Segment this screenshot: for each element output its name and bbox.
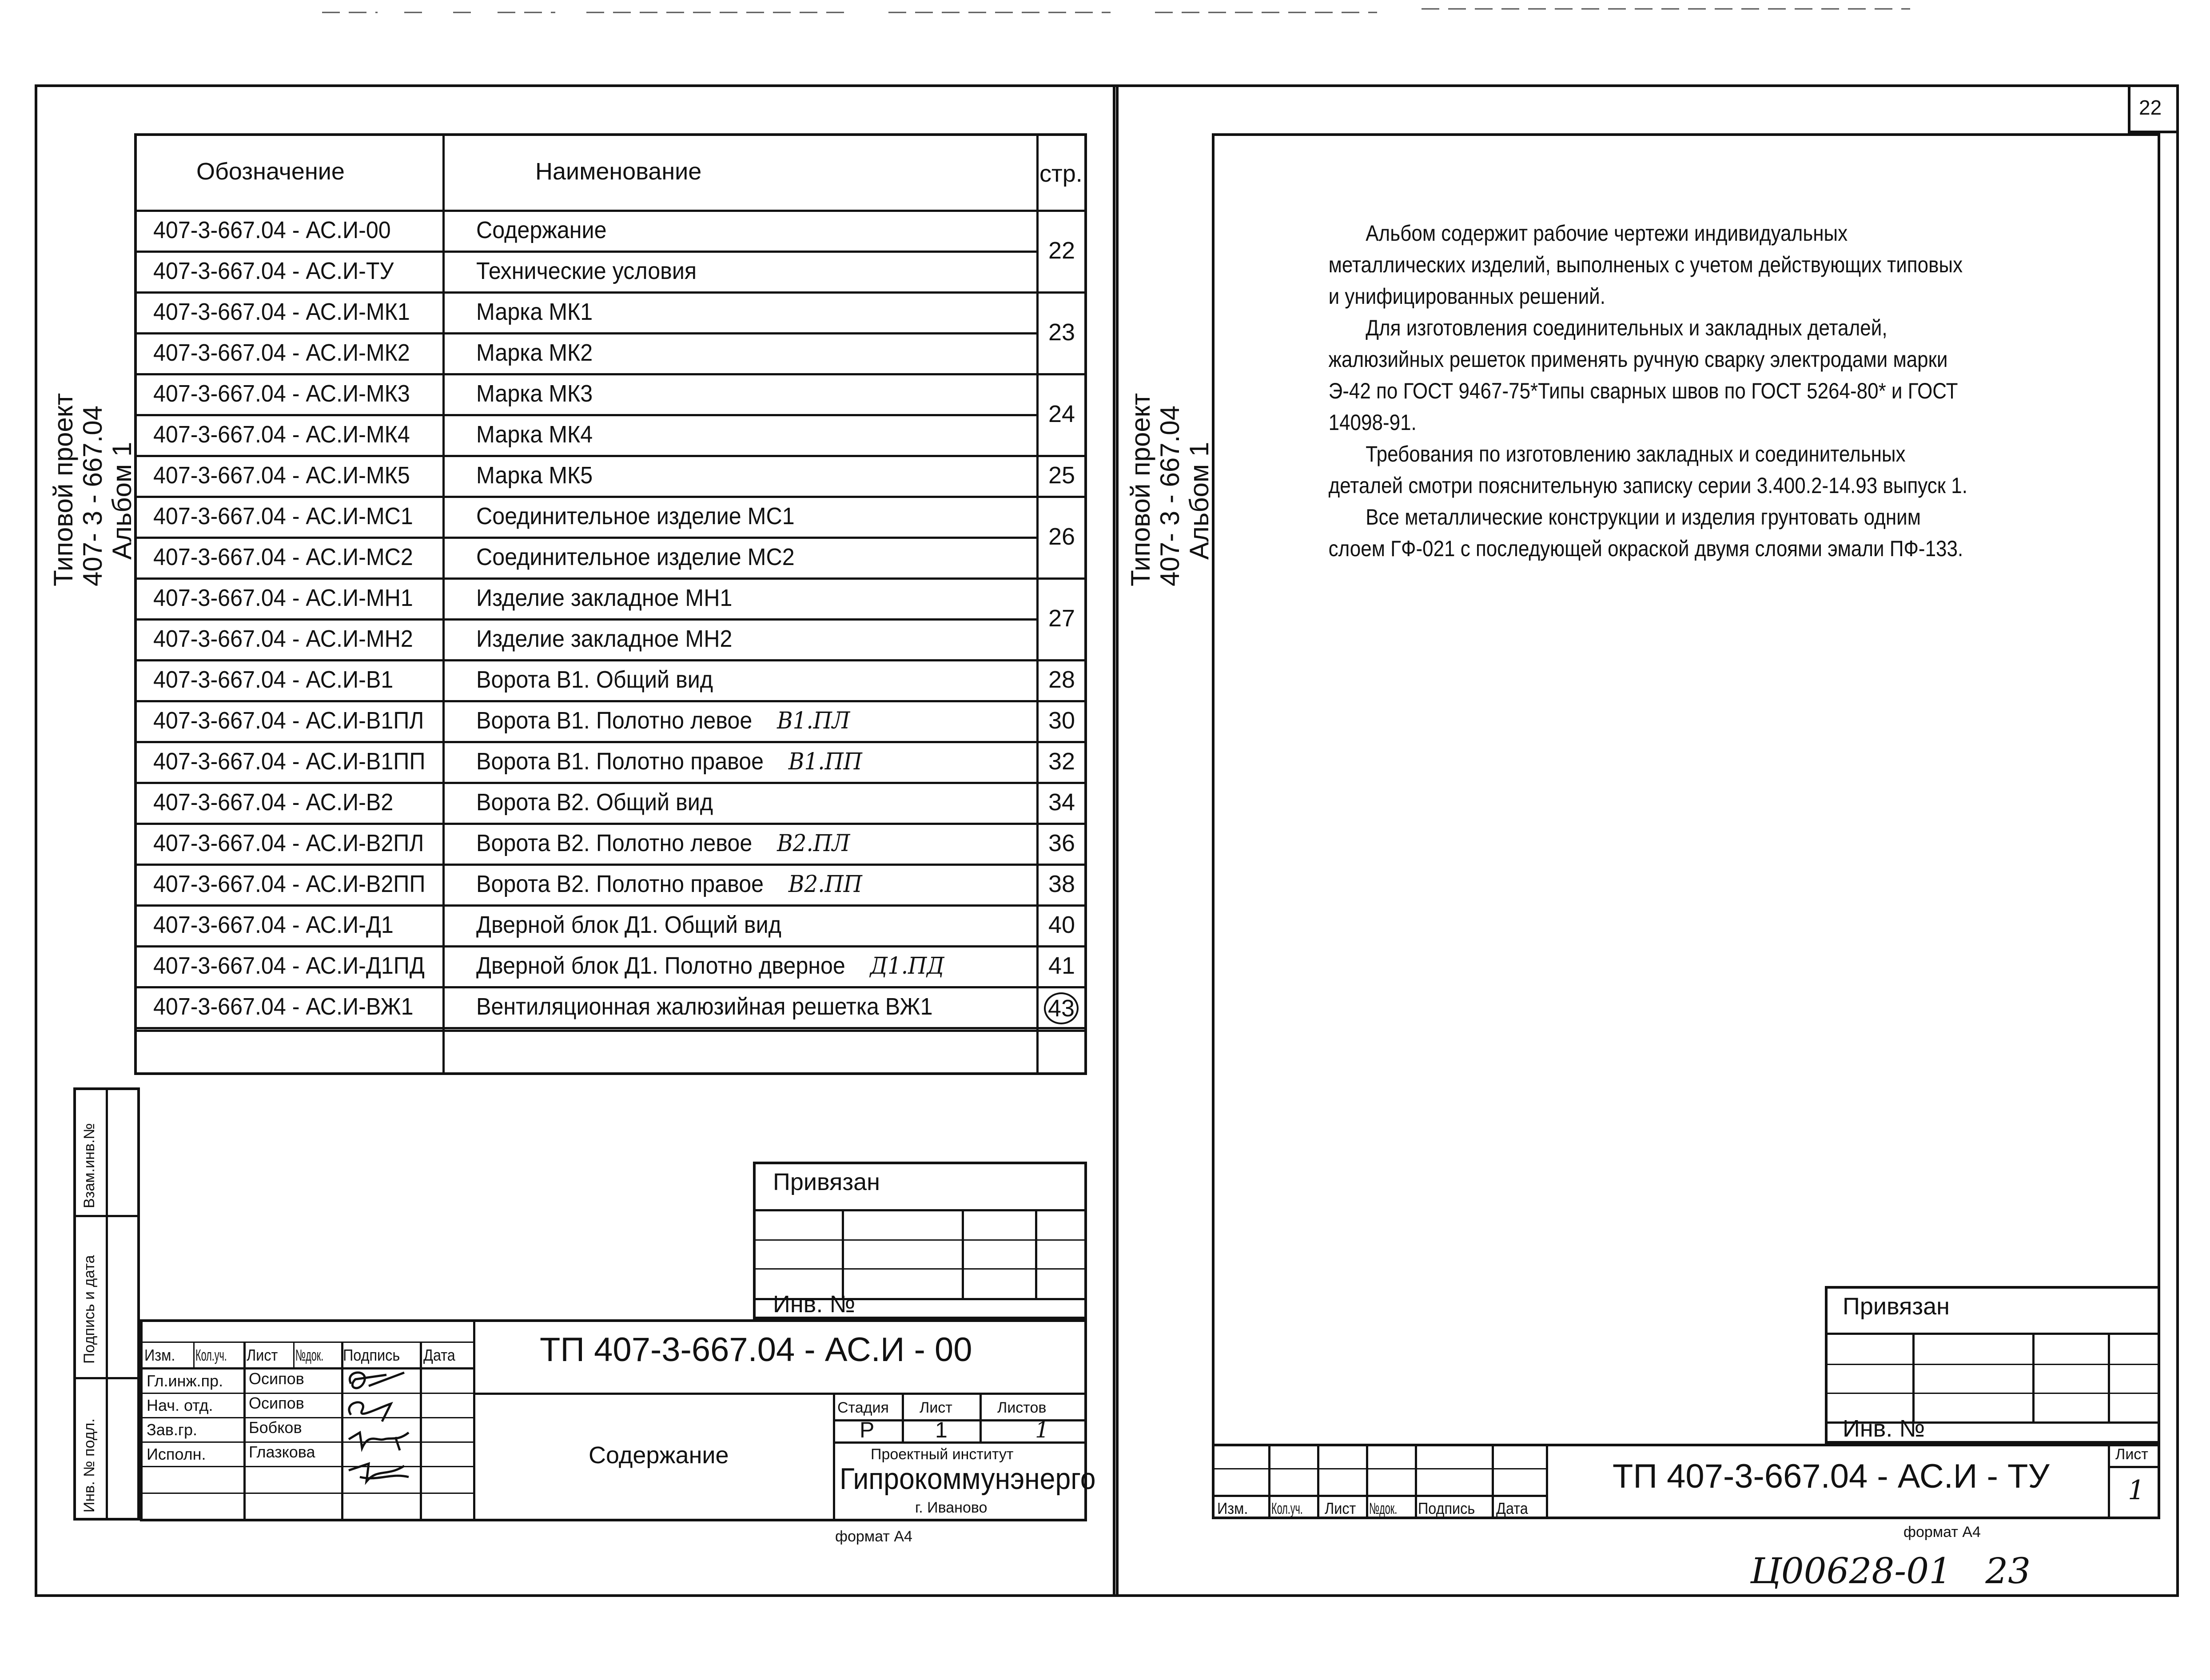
page-number-cell: 40 [1048, 912, 1075, 938]
binding-title: Привязан [1843, 1293, 1950, 1320]
margin-label-inv: Инв. № подл. [81, 1418, 98, 1513]
table-row-code: 407-3-667.04 - АС.И-ВЖ1 [153, 993, 414, 1020]
row-divider [134, 864, 1036, 866]
side-label-line: 407- 3 - 667.04 [1155, 406, 1185, 586]
row-divider [134, 1027, 1036, 1029]
stamp-header-cell: Кол.уч. [195, 1346, 227, 1364]
stamp-person: Глазкова [249, 1443, 315, 1461]
side-label-line: Типовой проект [1126, 393, 1155, 586]
page-cell-divider [1036, 496, 1087, 498]
stamp-grid [140, 1367, 473, 1369]
row-divider [134, 782, 1036, 784]
stamp-sheet-label: Лист [920, 1399, 952, 1416]
stamp-grid [140, 1342, 473, 1343]
notes-line: Для изготовления соединительных и закладных деталей, [1366, 315, 1887, 340]
page-cell-divider [1036, 782, 1087, 784]
binding-divider [1035, 1209, 1037, 1298]
stamp-grid [140, 1417, 473, 1418]
table-row-name: Дверной блок Д1. Общий вид [476, 912, 781, 938]
table-row-name: Соединительное изделие МС1 [476, 503, 795, 529]
margin-strip-divider [73, 1215, 140, 1217]
stamp-person: Осипов [249, 1394, 304, 1412]
table-row-code: 407-3-667.04 - АС.И-00 [153, 217, 391, 243]
row-divider [134, 945, 1036, 947]
side-label-line: Альбом 1 [1184, 442, 1214, 560]
scan-artifacts [311, 0, 1955, 18]
notes-line: слоем ГФ-021 с последующей окраской двумя слоями эмали ПФ-133. [1328, 536, 1963, 561]
binding-divider [1912, 1333, 1915, 1421]
left-side-label [49, 393, 137, 586]
row-divider [134, 291, 1036, 294]
stamp-divider [1546, 1444, 1548, 1519]
notes-line: жалюзийных решеток применять ручную сварку электродами марки [1328, 347, 1948, 372]
stamp-grid [1366, 1444, 1368, 1519]
row-divider [134, 904, 1036, 907]
table-row-code: 407-3-667.04 - АС.И-МК1 [153, 299, 410, 325]
page-number-cell: 23 [1048, 319, 1075, 346]
page-number-cell: 34 [1048, 789, 1075, 816]
stamp-sheet: 1 [935, 1417, 948, 1442]
notes-line: Все металлические конструкции и изделия грунтовать одним [1366, 505, 1921, 529]
col-divider [442, 133, 445, 1075]
header-page: стр. [1039, 160, 1083, 187]
page-cell-divider [1036, 291, 1087, 294]
stamp-divider [2108, 1444, 2110, 1519]
stamp-divider [902, 1393, 904, 1441]
format-label: формат А4 [835, 1528, 912, 1545]
handwritten-mark: В1.ПП [788, 748, 862, 775]
stamp-stage: Р [860, 1417, 875, 1442]
table-row-name: Ворота В2. Полотно правое В2.ПП [476, 871, 862, 898]
stamp-grid [1415, 1444, 1417, 1519]
page-cell-divider [1036, 904, 1087, 907]
margin-label-vzam: Взам.инв.№ [81, 1123, 98, 1208]
stamp-divider [833, 1393, 835, 1521]
table-row-code: 407-3-667.04 - АС.И-МС2 [153, 544, 413, 570]
row-divider [134, 700, 1036, 702]
table-row-name: Изделие закладное МН1 [476, 585, 733, 611]
notes-line: металлических изделий, выполненых с учетом действующих типовых [1328, 252, 1963, 277]
right-side-label [1126, 393, 1214, 586]
row-divider [134, 1030, 1087, 1032]
side-label-line: Типовой проект [48, 393, 78, 586]
page-cell-divider [1036, 741, 1087, 743]
stamp-sheet: 1 [2128, 1475, 2145, 1506]
table-row-name: Марка МК3 [476, 380, 593, 407]
table-row-name: Марка МК1 [476, 299, 593, 325]
org-name: Гипрокоммунэнерго [840, 1462, 1096, 1496]
page-cell-divider [1036, 577, 1087, 580]
stamp-header-cell: Подпись [1418, 1499, 1475, 1517]
stamp-role: Зав.гр. [147, 1421, 198, 1439]
page-number: 22 [2139, 96, 2162, 119]
notes-line: 14098-91. [1328, 410, 1417, 435]
handwritten-mark: В2.ПЛ [777, 830, 850, 857]
format-label: формат А4 [1903, 1524, 1981, 1541]
table-row-name: Марка МК2 [476, 339, 593, 366]
stamp-grid [243, 1342, 246, 1521]
stamp-title: Содержание [589, 1442, 729, 1469]
table-row-code: 407-3-667.04 - АС.И-МК3 [153, 380, 410, 407]
table-row-code: 407-3-667.04 - АС.И-ТУ [153, 258, 394, 284]
page-number-cell: 27 [1048, 605, 1075, 632]
stamp-role: Гл.инж.пр. [147, 1372, 223, 1390]
stamp-grid [1212, 1468, 1546, 1469]
stamp-role: Нач. отд. [147, 1396, 213, 1414]
org-city: г. Иваново [915, 1499, 988, 1516]
notes-text [1330, 218, 1967, 565]
binding-inv: Инв. № [1843, 1415, 1925, 1442]
table-row-name: Дверной блок Д1. Полотно дверное Д1.ПД [476, 952, 944, 979]
binding-divider [842, 1209, 844, 1298]
table-row-code: 407-3-667.04 - АС.И-МС1 [153, 503, 413, 529]
stamp-person: Бобков [249, 1418, 302, 1437]
stamp-grid [293, 1342, 295, 1367]
notes-line: Э-42 по ГОСТ 9467-75*Типы сварных швов по ГОСТ 5264-80* и ГОСТ [1328, 378, 1958, 403]
row-divider [134, 332, 1036, 334]
signature-images [342, 1366, 422, 1495]
stamp-role: Исполн. [147, 1445, 206, 1463]
binding-divider [2032, 1333, 2035, 1421]
stamp-grid [1317, 1444, 1319, 1519]
row-divider [134, 414, 1036, 416]
binding-divider [2108, 1333, 2110, 1421]
page-cell-divider [1036, 659, 1087, 661]
row-divider [134, 373, 1036, 375]
stamp-header-cell: Лист [1325, 1499, 1356, 1517]
table-row-code: 407-3-667.04 - АС.И-В1 [153, 666, 394, 693]
page-cell-divider [1036, 455, 1087, 457]
stamp-grid [1212, 1495, 1546, 1497]
table-row-code: 407-3-667.04 - АС.И-МН2 [153, 625, 413, 652]
table-row-name: Марка МК4 [476, 421, 593, 448]
table-row-name: Изделие закладное МН2 [476, 625, 733, 652]
row-divider [134, 251, 1036, 253]
notes-line: и унифицированных решений. [1328, 284, 1605, 309]
table-row-name: Ворота В1. Полотно правое В1.ПП [476, 748, 862, 775]
page-number-cell: 32 [1048, 748, 1075, 775]
row-divider [134, 618, 1036, 621]
margin-strip-divider [106, 1087, 108, 1521]
table-row-code: 407-3-667.04 - АС.И-МК4 [153, 421, 410, 448]
stamp-person: Осипов [249, 1369, 304, 1388]
page-number-cell: 28 [1048, 666, 1075, 693]
table-row-code: 407-3-667.04 - АС.И-В2ПП [153, 871, 426, 897]
page-number-cell: 22 [1048, 237, 1075, 264]
binding-title: Привязан [773, 1169, 880, 1195]
table-row-code: 407-3-667.04 - АС.И-МК5 [153, 462, 410, 489]
handwritten-note: Ц00628-01 23 [1750, 1550, 2031, 1592]
table-row-code: 407-3-667.04 - АС.И-В1ПЛ [153, 707, 424, 734]
org-line1: Проектный институт [871, 1446, 1014, 1463]
page-cell-divider [1036, 864, 1087, 866]
handwritten-mark: В2.ПП [788, 871, 862, 898]
header-divider [134, 210, 1087, 212]
binding-inv: Инв. № [773, 1291, 856, 1318]
stamp-header-cell: Кол.уч. [1271, 1499, 1303, 1517]
stamp-header-cell: Изм. [144, 1346, 175, 1364]
notes-line: Альбом содержит рабочие чертежи индивидуальных [1366, 221, 1848, 246]
table-row-code: 407-3-667.04 - АС.И-МК2 [153, 339, 410, 366]
stamp-sheet-label: Лист [2115, 1446, 2148, 1463]
notes-line: Требования по изготовлению закладных и соединительных [1366, 442, 1906, 466]
row-divider [134, 496, 1036, 498]
page-cell-divider [1036, 823, 1087, 825]
table-row-name: Содержание [476, 217, 607, 243]
stamp-divider [2108, 1466, 2160, 1468]
table-row-name: Ворота В1. Полотно левое В1.ПЛ [476, 707, 850, 734]
row-divider [134, 537, 1036, 539]
header-code: Обозначение [196, 158, 345, 185]
binding-divider [962, 1209, 964, 1298]
row-divider [134, 577, 1036, 580]
row-divider [134, 823, 1036, 825]
page-number-cell: 36 [1048, 830, 1075, 856]
page-number-cell: 41 [1048, 952, 1075, 979]
notes-line: деталей смотри пояснительную записку серии 3.400.2-14.93 выпуск 1. [1328, 473, 1967, 498]
stamp-grid [140, 1466, 473, 1467]
stamp-grid [1268, 1444, 1270, 1519]
page-cell-divider [1036, 373, 1087, 375]
page-number-cell: 25 [1048, 462, 1075, 489]
stamp-header-cell: Подпись [343, 1346, 400, 1364]
stamp-grid [140, 1493, 473, 1494]
margin-strip-divider [73, 1377, 140, 1379]
table-row-name: Технические условия [476, 258, 697, 284]
stamp-grid [1492, 1444, 1494, 1519]
table-row-code: 407-3-667.04 - АС.И-В2ПЛ [153, 830, 424, 856]
table-row-name: Ворота В2. Полотно левое В2.ПЛ [476, 830, 850, 857]
page-cell-divider [1036, 1027, 1087, 1029]
stamp-header-cell: №док. [1369, 1499, 1398, 1517]
row-divider [134, 986, 1036, 988]
stamp-code: ТП 407-3-667.04 - АС.И - ТУ [1613, 1457, 2050, 1495]
table-row-code: 407-3-667.04 - АС.И-В1ПП [153, 748, 426, 775]
stamp-header-cell: Дата [423, 1346, 455, 1364]
table-row-name: Марка МК5 [476, 462, 593, 489]
page-cell-divider [1036, 700, 1087, 702]
page-number-cell: 43 [1044, 992, 1079, 1024]
stamp-header-cell: Изм. [1217, 1499, 1248, 1517]
row-divider [134, 741, 1036, 743]
stamp-header-cell: Дата [1496, 1499, 1528, 1517]
stamp-stage-label: Стадия [837, 1399, 889, 1416]
page-number-cell: 26 [1048, 523, 1075, 550]
stamp-sheets-label: Листов [997, 1399, 1047, 1416]
table-row-name: Вентиляционная жалюзийная решетка ВЖ1 [476, 993, 933, 1020]
table-row-code: 407-3-667.04 - АС.И-МН1 [153, 585, 413, 611]
side-label-line: Альбом 1 [107, 442, 137, 560]
table-row-name: Ворота В1. Общий вид [476, 666, 713, 693]
row-divider [134, 659, 1036, 661]
table-row-name: Соединительное изделие МС2 [476, 544, 795, 570]
page-number-cell: 38 [1048, 871, 1075, 897]
stamp-code: ТП 407-3-667.04 - АС.И - 00 [540, 1331, 972, 1369]
page-cell-divider [1036, 945, 1087, 947]
stamp-grid [193, 1342, 195, 1367]
header-name: Наименование [535, 158, 702, 185]
stamp-divider [473, 1319, 475, 1521]
handwritten-mark: Д1.ПД [870, 953, 944, 979]
page-number-cell: 30 [1048, 707, 1075, 734]
stamp-grid [140, 1393, 473, 1394]
stamp-divider [980, 1393, 982, 1441]
page-number-cell: 24 [1048, 401, 1075, 427]
handwritten-mark: В1.ПЛ [777, 708, 850, 734]
page-cell-divider [1036, 986, 1087, 988]
table-row-code: 407-3-667.04 - АС.И-В2 [153, 789, 394, 816]
table-row-code: 407-3-667.04 - АС.И-Д1ПД [153, 952, 425, 979]
row-divider [134, 455, 1036, 457]
stamp-header-cell: №док. [295, 1346, 324, 1364]
side-label-line: 407- 3 - 667.04 [78, 406, 108, 586]
margin-label-podpis: Подпись и дата [81, 1255, 98, 1364]
stamp-sheets: 1 [1035, 1417, 1049, 1443]
stamp-divider [473, 1393, 1087, 1395]
stamp-header-cell: Лист [247, 1346, 278, 1364]
table-row-code: 407-3-667.04 - АС.И-Д1 [153, 912, 394, 938]
table-row-name: Ворота В2. Общий вид [476, 789, 713, 816]
